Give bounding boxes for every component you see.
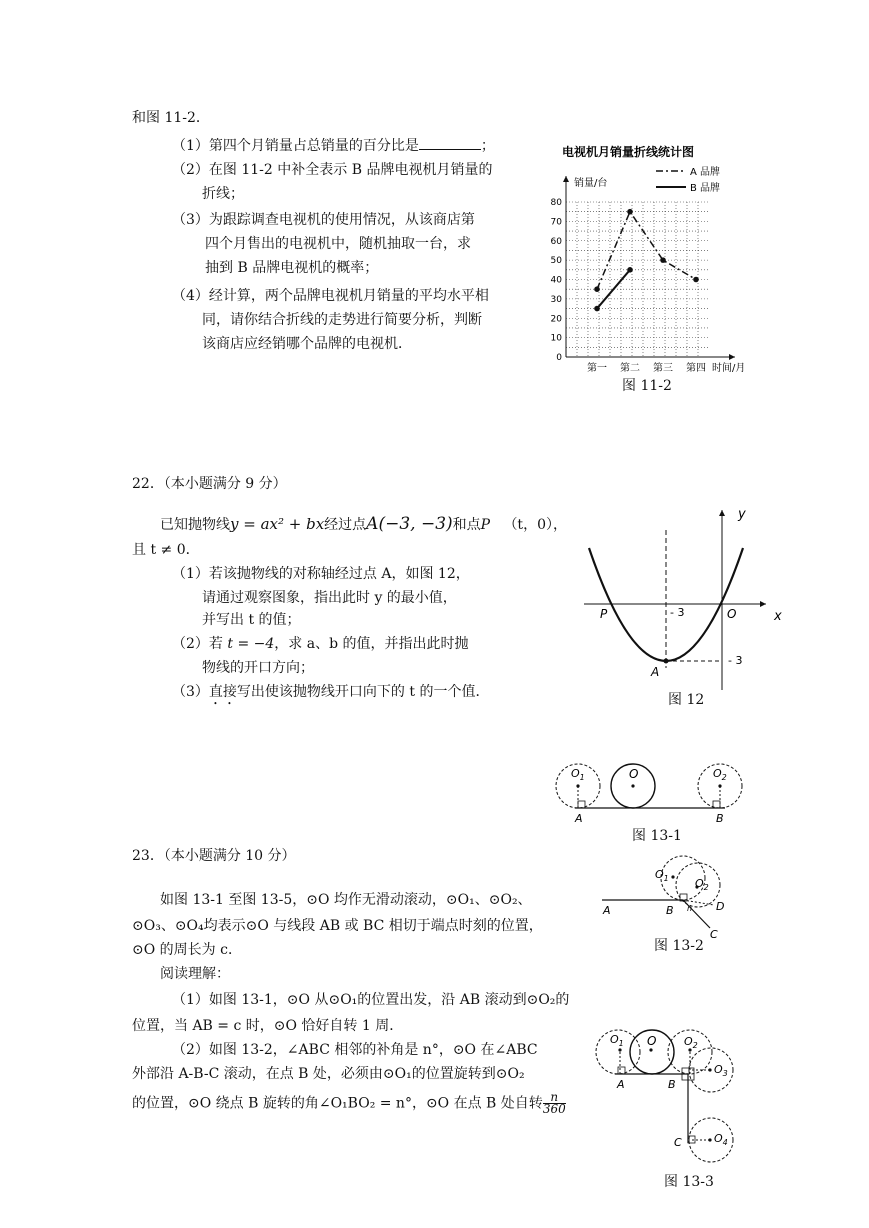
q21-item1-text: （1）第四个月销量占总销量的百分比是 [172, 138, 419, 154]
fig13-3-label-o2: $O_2$ [684, 1035, 698, 1050]
q22-item2-c: ，求 a、b 的值，并指出此时抛 [274, 636, 469, 652]
x-tick-label: 第三 [653, 363, 673, 374]
legend-a-label: A 品牌 [690, 167, 721, 178]
data-point-a [660, 257, 666, 263]
data-point-a [627, 209, 633, 215]
data-point-a [594, 286, 600, 292]
fig13-2-label-c: C [710, 928, 718, 941]
series-line-b [597, 270, 630, 309]
fig13-1-label-o: O [629, 767, 639, 781]
fig13-1-label-o1: $O_1$ [571, 767, 585, 782]
chart-ylabel: 销量/台 [574, 178, 608, 189]
q22-item2-line2: 物线的开口方向； [202, 660, 314, 676]
q21-item3-line1: （3）为跟踪调查电视机的使用情况，从该商店第 [172, 212, 475, 228]
fig13-1-label-b: B [716, 812, 724, 825]
fig13-2-label-o2: $O_2$ [695, 877, 709, 892]
frac-numerator: n [543, 1092, 566, 1104]
q23-r1-line2: 位置，当 AB = c 时，⊙O 恰好自转 1 周． [132, 1018, 404, 1034]
q22-item1-line2: 请通过观察图象，指出此时 y 的最小值， [202, 590, 457, 606]
q23-r1-line1: （1）如图 13-1，⊙O 从⊙O₁的位置出发，沿 AB 滚动到⊙O₂的 [172, 992, 570, 1008]
q22-item2-a: （2）若 [172, 636, 223, 652]
fig12-x-label: x [774, 609, 782, 624]
q21-item3-line3: 抽到 B 品牌电视机的概率； [205, 260, 379, 276]
fig13-2-label-n: n [687, 904, 693, 913]
line-chart [540, 140, 760, 400]
fig13-2-label-d: D [716, 900, 725, 913]
q21-item1 [172, 136, 495, 156]
q21-item2-line2: 折线； [202, 186, 244, 202]
figure-13-1 [550, 760, 760, 830]
fig12-y-label: y [738, 507, 746, 522]
q22-item3-emphasis: 直接 [208, 684, 237, 700]
q22-stem-b: 经过点 [324, 517, 367, 533]
intro-text: 和图 11-2． [132, 110, 210, 126]
fig13-3-label-b: B [668, 1078, 676, 1091]
q22-item1-line3: 并写出 t 的值； [202, 612, 301, 628]
q23-header: 23．（本小题满分 10 分） [132, 848, 296, 864]
y-tick-label: 50 [550, 256, 562, 267]
x-tick-label: 第一 [587, 363, 607, 374]
y-tick-label: 80 [550, 198, 562, 208]
fig12-y-tick: - 3 [728, 654, 743, 667]
q21-item4-line1: （4）经计算，两个品牌电视机月销量的平均水平相 [172, 288, 489, 304]
y-tick-label: 40 [550, 275, 562, 286]
figure-13-3 [590, 1020, 750, 1170]
y-tick-label: 60 [550, 236, 562, 247]
q22-stem [160, 514, 567, 535]
fig13-3-label-c: C [674, 1136, 682, 1149]
y-tick-label: 30 [550, 294, 562, 305]
q22-stem-line2: 且 t ≠ 0． [132, 542, 200, 558]
q22-item2-line1 [172, 634, 469, 654]
q22-item3-b: 写出使该抛物线开口向下的 t 的一个值． [236, 684, 490, 700]
q23-r2-line3-text: 的位置，⊙O 绕点 B 旋转的角∠O₁BO₂ = n°，⊙O 在点 B 处自转 [132, 1095, 543, 1112]
fig12-p-label: P [600, 607, 608, 621]
y-tick-label: 0 [556, 353, 562, 363]
q23-para1-line1: 如图 13-1 至图 13-5，⊙O 均作无滑动滚动，⊙O₁、⊙O₂、 [160, 892, 532, 908]
fig13-3-label-o3: $O_3$ [714, 1063, 728, 1078]
q21-item4-line3: 该商店应经销哪个品牌的电视机． [202, 336, 412, 352]
fig13-2-label-a: A [603, 904, 611, 917]
figure-13-2-caption: 图 13-2 [654, 938, 704, 954]
frac-denominator: 360 [542, 1102, 566, 1116]
fraction-n-over-360 [543, 1092, 566, 1115]
q22-stem-d: （t，0）， [503, 517, 567, 533]
figure-13-3-caption: 图 13-3 [664, 1174, 714, 1190]
x-tick-label: 第二 [620, 363, 640, 374]
q22-item3 [172, 682, 489, 708]
q23-para1-line3: ⊙O 的周长为 c． [132, 942, 242, 958]
q23-reading: 阅读理解： [160, 966, 230, 982]
fig13-3-label-o: O [647, 1034, 657, 1048]
q21-item4-line2: 同，请你结合折线的走势进行简要分析，判断 [202, 312, 482, 328]
y-tick-label: 20 [550, 314, 562, 325]
y-axis-arrow [563, 176, 569, 182]
answer-blank [419, 136, 481, 150]
chart-title: 电视机月销量折线统计图 [562, 145, 695, 159]
q23-r2-line1: （2）如图 13-2，∠ABC 相邻的补角是 n°，⊙O 在∠ABC [172, 1042, 538, 1058]
fig13-3-label-o1: $O_1$ [610, 1033, 624, 1048]
chart-legend [656, 165, 720, 194]
fig12-o-label: O [727, 607, 737, 621]
q22-item1-line1: （1）若该抛物线的对称轴经过点 A，如图 12， [172, 566, 470, 582]
figure-12-parabola [580, 500, 800, 690]
q21-item1-end: ； [480, 138, 495, 154]
q22-point-a: A(−3, −3) [366, 514, 453, 534]
fig13-2-label-o1: $O_1$ [655, 868, 669, 883]
q23-r2-line3 [132, 1092, 566, 1115]
fig12-a-label: A [651, 665, 660, 679]
q23-para1-line2: ⊙O₃、⊙O₄均表示⊙O 与线段 AB 或 BC 相切于端点时刻的位置， [132, 918, 543, 934]
q21-item2-line1: （2）在图 11-2 中补全表示 B 品牌电视机月销量的 [172, 162, 493, 178]
q22-formula: y = ax² + bx [230, 515, 325, 533]
fig13-3-label-a: A [617, 1078, 625, 1091]
q22-item2-t: t = −4 [227, 636, 275, 652]
point-a-dot [664, 659, 669, 664]
figure-13-1-caption: 图 13-1 [632, 828, 682, 844]
fig13-2-label-b: B [666, 904, 674, 917]
q22-stem-c: 和点 [452, 517, 481, 533]
q22-item3-a: （3） [172, 684, 209, 700]
x-axis-arrow [729, 354, 735, 360]
y-tick-label: 10 [550, 333, 562, 344]
fig13-1-label-o2: $O_2$ [713, 767, 727, 782]
figure-11-2-caption: 图 11-2 [622, 378, 672, 394]
chart-xlabel: 时间/月 [712, 363, 746, 374]
q21-item3-line2: 四个月售出的电视机中，随机抽取一台，求 [205, 236, 471, 252]
fig12-x-tick: - 3 [670, 606, 685, 619]
figure-13-2 [596, 850, 746, 940]
figure-12-caption: 图 12 [668, 692, 705, 708]
y-tick-label: 70 [550, 217, 562, 228]
data-point-b [594, 306, 600, 312]
q22-point-p: P [480, 517, 491, 533]
fig13-3-label-o4: $O_4$ [714, 1132, 728, 1147]
data-point-a [693, 277, 699, 283]
x-tick-label: 第四 [686, 363, 706, 374]
data-point-b [627, 267, 633, 273]
legend-b-label: B 品牌 [690, 183, 721, 194]
q23-r2-line2: 外部沿 A-B-C 滚动，在点 B 处，必须由⊙O₁的位置旋转到⊙O₂ [132, 1066, 525, 1082]
fig13-1-label-a: A [575, 812, 583, 825]
q22-header: 22．（本小题满分 9 分） [132, 476, 287, 492]
chart-grid [566, 202, 708, 357]
q22-stem-a: 已知抛物线 [160, 517, 230, 533]
